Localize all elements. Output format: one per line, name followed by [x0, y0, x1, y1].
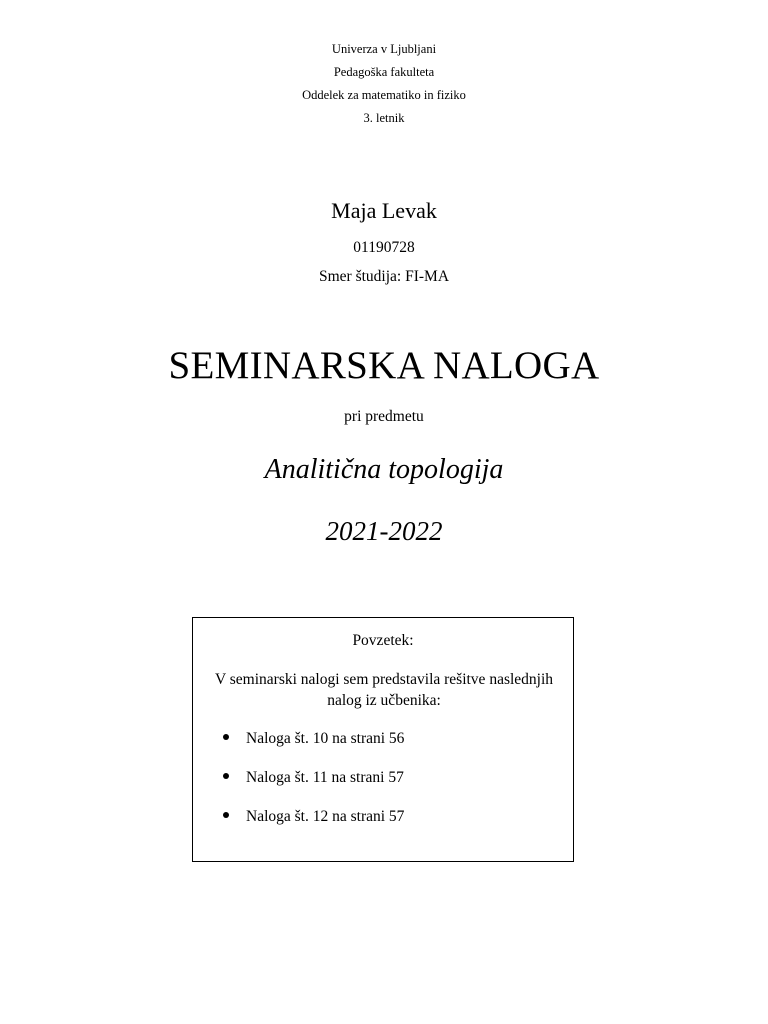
bullet-icon	[223, 812, 229, 818]
task-label: Naloga št. 10 na strani 56	[246, 730, 405, 747]
department-name: Oddelek za matematiko in fiziko	[302, 88, 466, 102]
abstract-box	[192, 617, 574, 862]
bullet-icon	[223, 734, 229, 740]
year-of-study: 3. letnik	[363, 111, 405, 125]
student-id: 01190728	[353, 239, 415, 256]
abstract-text: V seminarski nalogi sem predstavila rešitve naslednjih nalog iz učbenika:	[214, 671, 554, 709]
faculty-name: Pedagoška fakulteta	[333, 65, 435, 79]
bullet-icon	[223, 773, 229, 779]
study-program: Smer študija: FI-MA	[318, 268, 450, 285]
list-item	[223, 730, 404, 748]
list-item	[223, 769, 404, 787]
academic-year: 2021-2022	[325, 516, 443, 546]
list-item	[223, 808, 404, 826]
task-label: Naloga št. 12 na strani 57	[246, 808, 405, 825]
author-name: Maja Levak	[331, 198, 437, 223]
subject-prefix: pri predmetu	[344, 408, 424, 425]
document-type-title: SEMINARSKA NALOGA	[168, 344, 600, 387]
university-name: Univerza v Ljubljani	[331, 42, 437, 56]
abstract-heading: Povzetek:	[352, 632, 414, 649]
subject-title: Analitična topologija	[264, 454, 504, 485]
task-label: Naloga št. 11 na strani 57	[246, 769, 404, 786]
